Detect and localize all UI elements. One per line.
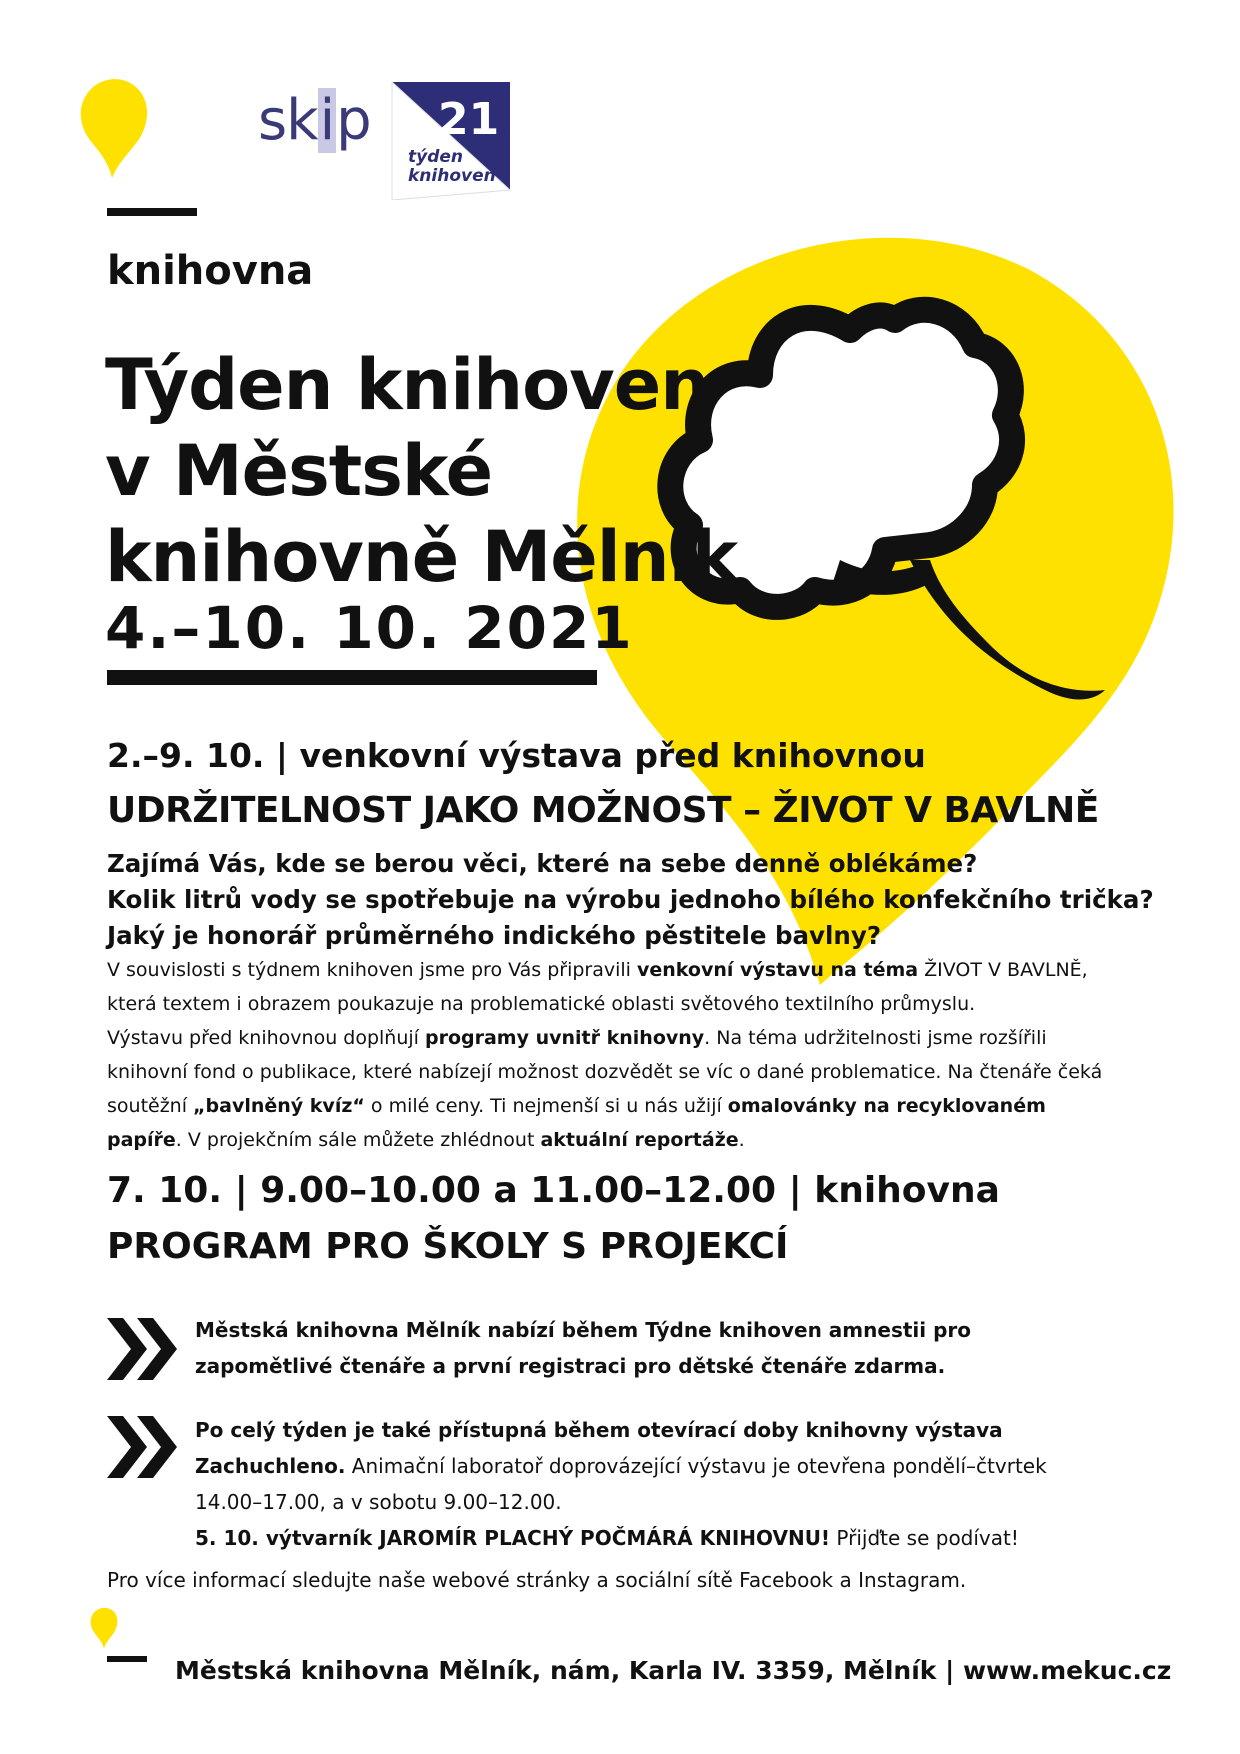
school-program-title: PROGRAM PRO ŠKOLY S PROJEKCÍ (107, 1226, 789, 1267)
exhibition-header: 2.–9. 10. | venkovní výstava před knihovnou (107, 736, 926, 775)
top-divider (107, 208, 197, 216)
svg-text:knihoven: knihoven (408, 166, 496, 186)
svg-text:21: 21 (438, 94, 500, 145)
amnesty-note: Městská knihovna Mělník nabízí během Týdne knihoven amnestii pro zapomětlivé čtenáře a první registraci pro dětské čtenáře zdarma. (195, 1318, 971, 1378)
more-info: Pro více informací sledujte naše webové stránky a sociální sítě Facebook a Instagram. (107, 1568, 967, 1592)
double-chevron-icon (107, 1416, 179, 1478)
exhibition-note: Po celý týden je také přístupná během otevírací doby knihovny výstava Zachuchleno. Animační laboratoř doprovázející výstavu je otevřena pondělí–čtvrtek 14.00–17.00, a v sobotu 9.00–12.00. 5. 10. výtvarník JAROMÍR PLACHÝ POČMÁRÁ KNIHOVNU! Přijďte se podívat! (195, 1418, 1047, 1550)
question: Kolik litrů vody se spotřebuje na výrobu jednoho bílého konfekčního trička? (107, 885, 1154, 914)
footer-divider (107, 1656, 147, 1662)
exhibition-title: UDRŽITELNOST JAKO MOŽNOST – ŽIVOT V BAVLNĚ (107, 790, 1099, 831)
question: Zajímá Vás, kde se berou věci, které na sebe denně oblékáme? (107, 849, 978, 878)
map-pin-icon (75, 70, 150, 180)
tyden-knihoven-21-logo (382, 82, 510, 200)
double-chevron-icon (107, 1318, 179, 1380)
question-list (107, 846, 1154, 954)
page-title: Týden knihoven v Městské knihovně Mělník (105, 344, 738, 598)
school-program-header: 7. 10. | 9.00–10.00 a 11.00–12.00 | knihovna (107, 1170, 1000, 1211)
map-pin-icon (88, 1604, 120, 1650)
event-dates: 4.–10. 10. 2021 (105, 594, 634, 662)
kicker: knihovna (107, 248, 314, 294)
title-underline (107, 670, 597, 685)
skip-logo: skip (258, 88, 371, 153)
question: Jaký je honorář průměrného indického pěstitele bavlny? (107, 921, 882, 950)
exhibition-description: V souvislosti s týdnem knihoven jsme pro Vás připravili venkovní výstavu na téma ŽIVOT V BAVLNĚ, která textem i obrazem poukazuje na problematické oblasti světového textilního průmyslu. Výstavu před knihovnou doplňují programy uvnitř knihovny. Na téma udržitelnosti jsme rozšířili knihovní fond o publikace, které nabízejí možnost dozvědět se víc o dané problematice. Na čtenáře čeká soutěžní „bavlněný kvíz“ o milé ceny. Ti nejmenší si u nás užijí omalovánky na recyklovaném papíře. V projekčním sále můžete zhlédnout aktuální reportáže. (107, 959, 1103, 1151)
footer-address: Městská knihovna Mělník, nám, Karla IV. 3359, Mělník | www.mekuc.cz (175, 1656, 1172, 1685)
svg-text:týden: týden (408, 147, 464, 167)
